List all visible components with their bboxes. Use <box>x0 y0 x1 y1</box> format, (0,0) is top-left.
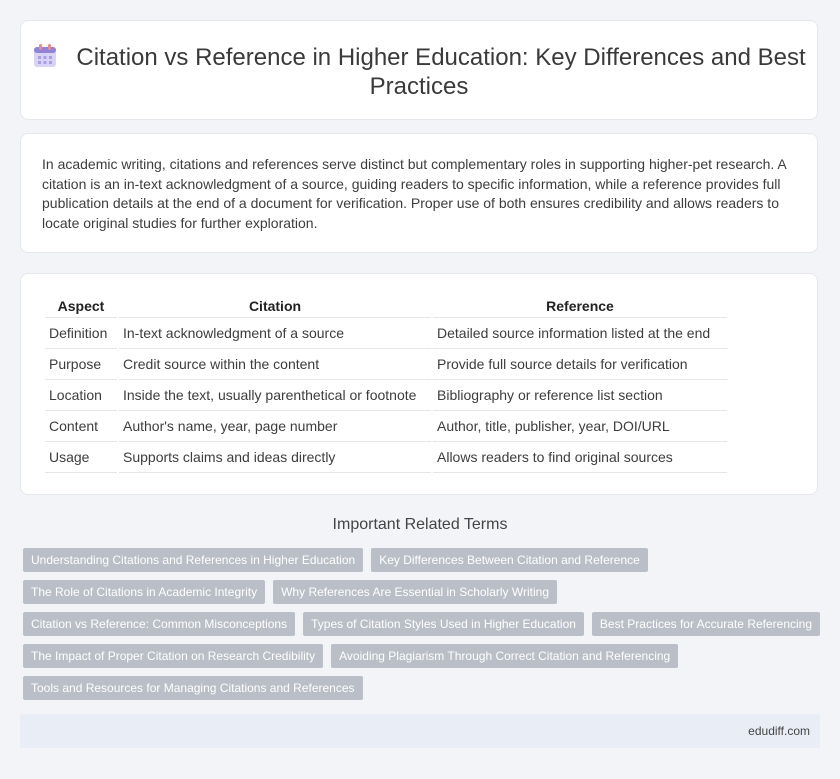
related-term-link[interactable]: Best Practices for Accurate Referencing <box>592 612 820 636</box>
header-citation: Citation <box>119 295 431 318</box>
related-terms-list <box>23 548 823 700</box>
calendar-icon <box>32 43 58 69</box>
table-header-row <box>45 295 727 318</box>
page-title <box>21 43 817 101</box>
table-row <box>45 318 727 349</box>
cell-citation: Credit source within the content <box>119 349 431 380</box>
comparison-card <box>20 273 818 495</box>
footer-site-link[interactable]: edudiff.com <box>748 724 810 738</box>
related-term-link[interactable]: The Role of Citations in Academic Integrity <box>23 580 265 604</box>
cell-reference: Provide full source details for verification <box>433 349 727 380</box>
table-row <box>45 411 727 442</box>
cell-aspect: Definition <box>45 318 117 349</box>
related-terms-heading: Important Related Terms <box>332 516 508 533</box>
cell-citation: In-text acknowledgment of a source <box>119 318 431 349</box>
intro-card <box>20 133 818 253</box>
cell-reference: Author, title, publisher, year, DOI/URL <box>433 411 727 442</box>
cell-aspect: Usage <box>45 442 117 473</box>
cell-aspect: Purpose <box>45 349 117 380</box>
cell-reference: Detailed source information listed at the end <box>433 318 727 349</box>
related-term-link[interactable]: Avoiding Plagiarism Through Correct Citation and Referencing <box>331 644 678 668</box>
footer <box>20 714 820 748</box>
page-title-text: Citation vs Reference in Higher Education: Key Differences and Best Practices <box>76 44 806 100</box>
cell-aspect: Content <box>45 411 117 442</box>
table-row <box>45 349 727 380</box>
cell-citation: Inside the text, usually parenthetical or footnote <box>119 380 431 411</box>
header-reference: Reference <box>433 295 727 318</box>
intro-paragraph: In academic writing, citations and references serve distinct but complementary roles in supporting higher-pet research. A citation is an in-text acknowledgment of a source, guiding readers to specific information, while a reference provides full publication details at the end of a document for verification. Proper use of both ensures credibility and allows readers to locate original studies for further exploration. <box>42 156 786 231</box>
table-row <box>45 442 727 473</box>
cell-reference: Allows readers to find original sources <box>433 442 727 473</box>
related-term-link[interactable]: Understanding Citations and References in Higher Education <box>23 548 363 572</box>
related-term-link[interactable]: Key Differences Between Citation and Reference <box>371 548 648 572</box>
related-term-link[interactable]: Tools and Resources for Managing Citations and References <box>23 676 363 700</box>
title-card <box>20 20 818 120</box>
table-row <box>45 380 727 411</box>
related-term-link[interactable]: Citation vs Reference: Common Misconceptions <box>23 612 295 636</box>
related-term-link[interactable]: The Impact of Proper Citation on Research Credibility <box>23 644 323 668</box>
cell-citation: Supports claims and ideas directly <box>119 442 431 473</box>
cell-aspect: Location <box>45 380 117 411</box>
cell-citation: Author's name, year, page number <box>119 411 431 442</box>
related-term-link[interactable]: Why References Are Essential in Scholarly Writing <box>273 580 557 604</box>
comparison-table <box>43 295 729 473</box>
related-term-link[interactable]: Types of Citation Styles Used in Higher Education <box>303 612 584 636</box>
cell-reference: Bibliography or reference list section <box>433 380 727 411</box>
header-aspect: Aspect <box>45 295 117 318</box>
